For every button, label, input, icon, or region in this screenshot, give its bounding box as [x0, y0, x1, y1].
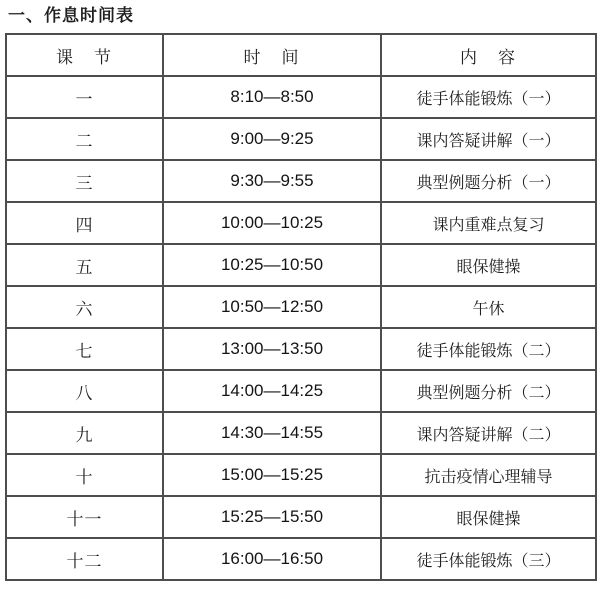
period-cell: 五: [6, 244, 163, 286]
column-header-content: 内 容: [381, 34, 596, 76]
period-cell: 十一: [6, 496, 163, 538]
content-cell: 徒手体能锻炼（一）: [381, 76, 596, 118]
table-row: [6, 244, 596, 286]
period-cell: 一: [6, 76, 163, 118]
period-cell: 三: [6, 160, 163, 202]
time-cell: 10:25—10:50: [163, 244, 381, 286]
time-cell: 15:25—15:50: [163, 496, 381, 538]
period-cell: 十: [6, 454, 163, 496]
table-row: [6, 76, 596, 118]
table-row: [6, 118, 596, 160]
table-row: [6, 412, 596, 454]
period-cell: 十二: [6, 538, 163, 580]
table-row: [6, 202, 596, 244]
content-cell: 典型例题分析（二）: [381, 370, 596, 412]
content-cell: 眼保健操: [381, 244, 596, 286]
content-cell: 徒手体能锻炼（二）: [381, 328, 596, 370]
content-cell: 课内答疑讲解（一）: [381, 118, 596, 160]
time-cell: 9:00—9:25: [163, 118, 381, 160]
content-cell: 眼保健操: [381, 496, 596, 538]
content-cell: 课内答疑讲解（二）: [381, 412, 596, 454]
time-cell: 8:10—8:50: [163, 76, 381, 118]
time-cell: 14:30—14:55: [163, 412, 381, 454]
table-row: [6, 160, 596, 202]
period-cell: 六: [6, 286, 163, 328]
column-header-time: 时 间: [163, 34, 381, 76]
schedule-table: [5, 33, 597, 581]
period-cell: 四: [6, 202, 163, 244]
table-row: [6, 538, 596, 580]
content-cell: 徒手体能锻炼（三）: [381, 538, 596, 580]
table-row: [6, 454, 596, 496]
column-header-period: 课 节: [6, 34, 163, 76]
table-body: [6, 76, 596, 580]
content-cell: 午休: [381, 286, 596, 328]
time-cell: 10:50—12:50: [163, 286, 381, 328]
content-cell: 抗击疫情心理辅导: [381, 454, 596, 496]
table-row: [6, 496, 596, 538]
content-cell: 典型例题分析（一）: [381, 160, 596, 202]
content-cell: 课内重难点复习: [381, 202, 596, 244]
table-row: [6, 286, 596, 328]
time-cell: 9:30—9:55: [163, 160, 381, 202]
table-row: [6, 328, 596, 370]
time-cell: 16:00—16:50: [163, 538, 381, 580]
time-cell: 10:00—10:25: [163, 202, 381, 244]
period-cell: 八: [6, 370, 163, 412]
header-row: [6, 34, 596, 76]
period-cell: 二: [6, 118, 163, 160]
table-row: [6, 370, 596, 412]
period-cell: 七: [6, 328, 163, 370]
time-cell: 15:00—15:25: [163, 454, 381, 496]
time-cell: 14:00—14:25: [163, 370, 381, 412]
period-cell: 九: [6, 412, 163, 454]
table-header: [6, 34, 596, 76]
time-cell: 13:00—13:50: [163, 328, 381, 370]
page-title: 一、作息时间表: [8, 6, 134, 25]
